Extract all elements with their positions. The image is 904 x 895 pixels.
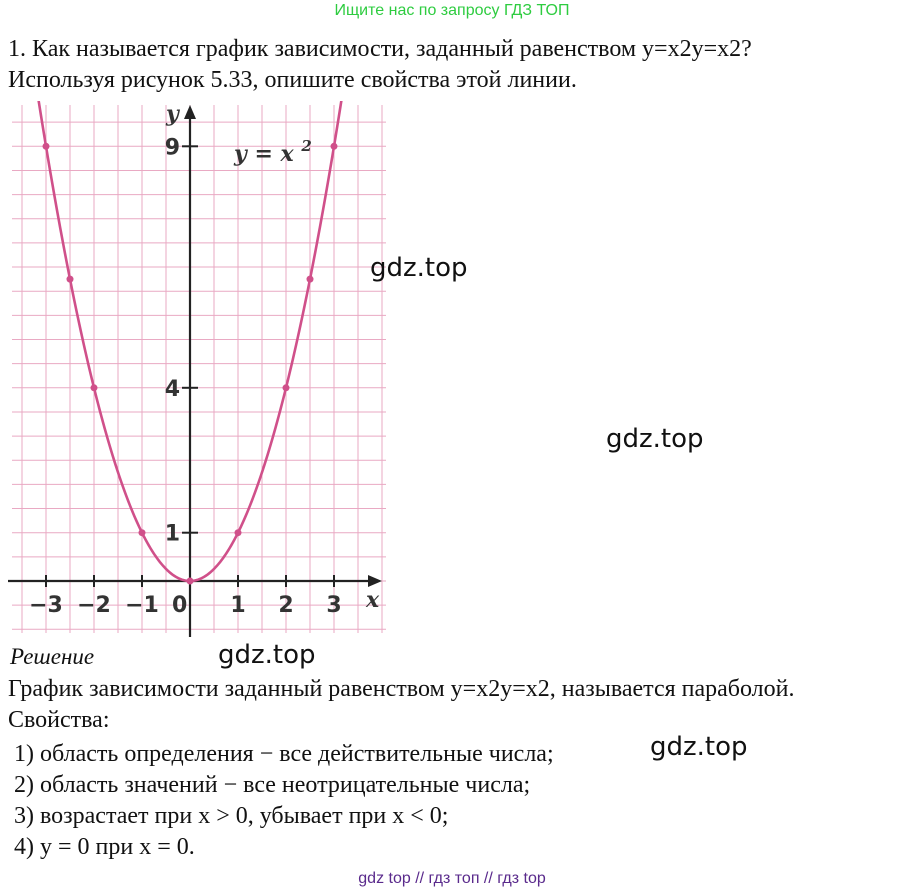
curve-point [283,384,290,391]
property-item: 3) возрастает при x > 0, убывает при x < 0; [14,803,449,829]
question-text [8,34,752,96]
watermark: gdz.top [650,732,748,762]
properties-list [14,739,554,863]
y-tick-labels [165,135,180,546]
solution-answer: График зависимости заданный равенством y=x2y=x2, называется параболой. [8,676,795,702]
solution-heading: Решение [10,644,95,669]
x-tick-label: −3 [29,593,63,618]
formula-base: y = x [234,141,294,167]
x-axis-arrow [368,575,382,587]
y-tick-label: 4 [164,376,180,402]
curve-point [139,529,146,536]
x-axis-name: x [366,587,380,613]
solution-text [8,674,795,736]
formula-exponent: 2 [301,137,312,155]
top-banner: Ищите нас по запросу ГДЗ ТОП [334,2,570,19]
curve-point [307,276,314,283]
question-line-2: Используя рисунок 5.33, опишите свойства этой линии. [8,67,577,93]
x-tick-label: 3 [326,593,342,618]
graph-formula [233,137,312,167]
y-axis-name: y [166,101,179,127]
property-item: 4) y = 0 при x = 0. [14,834,195,860]
watermark: gdz.top [606,424,704,454]
watermark: gdz.top [218,640,316,670]
graph-grid [12,105,386,633]
curve-point [187,578,194,585]
x-tick-label: −1 [125,593,159,618]
y-tick-label: 9 [164,135,180,161]
properties-label: Свойства: [8,707,110,733]
parabola-graph [8,101,390,637]
curve-point [331,143,338,150]
property-item: 1) область определения − все действительные числа; [14,741,554,767]
footer-links[interactable]: gdz top // гдз топ // гдз top [358,870,546,887]
curve-point [91,384,98,391]
curve-point [67,276,74,283]
curve-point [235,529,242,536]
curve-point [43,143,50,150]
x-tick-label: 1 [230,593,246,618]
origin-label: 0 [172,593,188,618]
property-item: 2) область значений − все неотрицательные числа; [14,772,531,798]
x-tick-label: −2 [77,593,111,618]
y-axis-arrow [184,105,196,119]
x-tick-label: 2 [278,593,294,618]
y-tick-label: 1 [164,521,180,547]
watermark: gdz.top [370,253,468,283]
question-line-1: 1. Как называется график зависимости, заданный равенством y=x2y=x2? [8,36,752,62]
